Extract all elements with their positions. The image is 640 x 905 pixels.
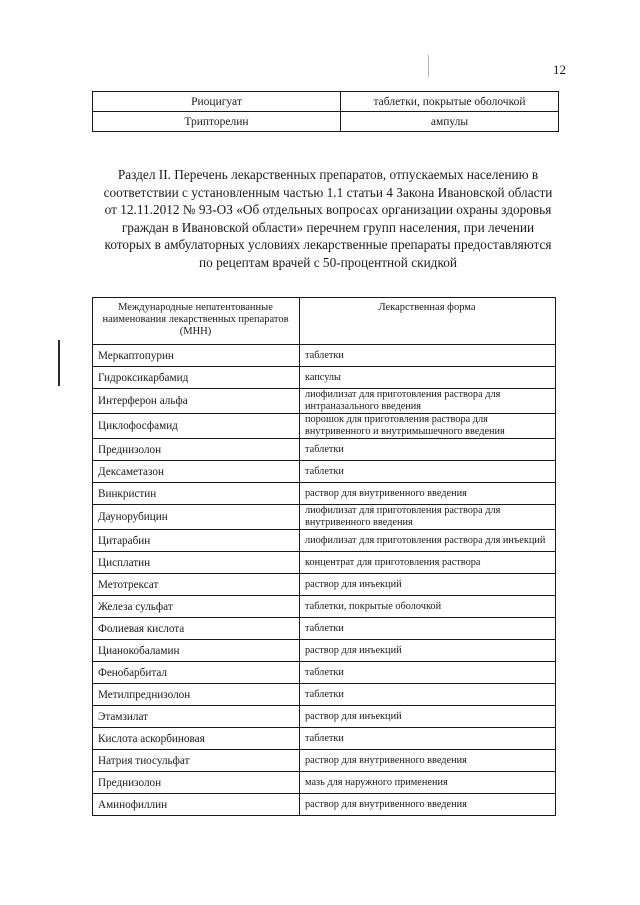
drug-name: Метилпреднизолон bbox=[93, 684, 300, 706]
drug-form: лиофилизат для приготовления раствора для интраназального введения bbox=[300, 389, 556, 414]
drug-name: Цитарабин bbox=[93, 530, 300, 552]
drug-name: Аминофиллин bbox=[93, 794, 300, 816]
table-row bbox=[93, 345, 556, 367]
drug-form: раствор для инъекций bbox=[300, 574, 556, 596]
drug-name: Риоцигуат bbox=[93, 92, 341, 112]
section-heading: Раздел II. Перечень лекарственных препаратов, отпускаемых населению в соответствии с установленным частью 1.1 статьи 4 Закона Ивановской области от 12.11.2012 № 93-ОЗ «Об отдельных вопросах организации охраны здоровья граждан в Ивановской области» перечнем групп населения, при лечении которых в амбулаторных условиях лекарственные препараты предоставляются по рецептам врачей с 50-процентной скидкой bbox=[103, 167, 553, 270]
drug-form: таблетки bbox=[300, 461, 556, 483]
drug-name: Железа сульфат bbox=[93, 596, 300, 618]
drug-name: Преднизолон bbox=[93, 439, 300, 461]
table-row bbox=[93, 772, 556, 794]
table-row bbox=[93, 461, 556, 483]
drug-form: раствор для внутривенного введения bbox=[300, 794, 556, 816]
drug-form: таблетки bbox=[300, 662, 556, 684]
drug-form: раствор для внутривенного введения bbox=[300, 750, 556, 772]
drug-form: раствор для инъекций bbox=[300, 640, 556, 662]
drug-form: таблетки, покрытые оболочкой bbox=[341, 92, 559, 112]
table-row bbox=[93, 414, 556, 439]
scan-mark-left bbox=[58, 340, 60, 386]
drug-form: лиофилизат для приготовления раствора для инъекций bbox=[300, 530, 556, 552]
drug-form: таблетки bbox=[300, 618, 556, 640]
table-header-row bbox=[93, 298, 556, 345]
drug-name: Циклофосфамид bbox=[93, 414, 300, 439]
table-row bbox=[93, 618, 556, 640]
scan-mark-top bbox=[428, 55, 429, 77]
continued-table bbox=[92, 91, 559, 132]
table-row bbox=[93, 112, 559, 132]
drug-name: Метотрексат bbox=[93, 574, 300, 596]
drug-name: Меркаптопурин bbox=[93, 345, 300, 367]
table-row bbox=[93, 794, 556, 816]
drug-name: Фенобарбитал bbox=[93, 662, 300, 684]
drug-form: мазь для наружного применения bbox=[300, 772, 556, 794]
drug-form: таблетки, покрытые оболочкой bbox=[300, 596, 556, 618]
drug-form: таблетки bbox=[300, 684, 556, 706]
table-row bbox=[93, 483, 556, 505]
drug-name: Даунорубицин bbox=[93, 505, 300, 530]
drug-name: Кислота аскорбиновая bbox=[93, 728, 300, 750]
table-row bbox=[93, 439, 556, 461]
drug-name: Фолиевая кислота bbox=[93, 618, 300, 640]
table-row bbox=[93, 552, 556, 574]
drug-form: концентрат для приготовления раствора bbox=[300, 552, 556, 574]
drug-form: порошок для приготовления раствора для внутривенного и внутримышечного введения bbox=[300, 414, 556, 439]
drug-form: таблетки bbox=[300, 439, 556, 461]
drug-name: Этамзилат bbox=[93, 706, 300, 728]
drug-form: ампулы bbox=[341, 112, 559, 132]
drug-name: Винкристин bbox=[93, 483, 300, 505]
drug-name: Цианокобаламин bbox=[93, 640, 300, 662]
drug-name: Трипторелин bbox=[93, 112, 341, 132]
table-row bbox=[93, 530, 556, 552]
table-row bbox=[93, 92, 559, 112]
table-row bbox=[93, 750, 556, 772]
drug-list-table bbox=[92, 297, 556, 816]
page-number: 12 bbox=[553, 62, 566, 77]
table-row bbox=[93, 662, 556, 684]
table-row bbox=[93, 640, 556, 662]
table-row bbox=[93, 505, 556, 530]
drug-form: раствор для инъекций bbox=[300, 706, 556, 728]
drug-name: Интерферон альфа bbox=[93, 389, 300, 414]
table-row bbox=[93, 389, 556, 414]
drug-name: Гидроксикарбамид bbox=[93, 367, 300, 389]
drug-name: Дексаметазон bbox=[93, 461, 300, 483]
drug-name: Цисплатин bbox=[93, 552, 300, 574]
table-row bbox=[93, 728, 556, 750]
header-name: Международные непатентованные наименования лекарственных препаратов (МНН) bbox=[93, 298, 300, 345]
drug-name: Преднизолон bbox=[93, 772, 300, 794]
table-row bbox=[93, 574, 556, 596]
drug-form: раствор для внутривенного введения bbox=[300, 483, 556, 505]
drug-form: таблетки bbox=[300, 728, 556, 750]
header-form: Лекарственная форма bbox=[300, 298, 556, 345]
table-row bbox=[93, 684, 556, 706]
drug-name: Натрия тиосульфат bbox=[93, 750, 300, 772]
drug-form: капсулы bbox=[300, 367, 556, 389]
table-row bbox=[93, 596, 556, 618]
table-row bbox=[93, 367, 556, 389]
drug-form: таблетки bbox=[300, 345, 556, 367]
table-row bbox=[93, 706, 556, 728]
drug-form: лиофилизат для приготовления раствора для внутривенного введения bbox=[300, 505, 556, 530]
